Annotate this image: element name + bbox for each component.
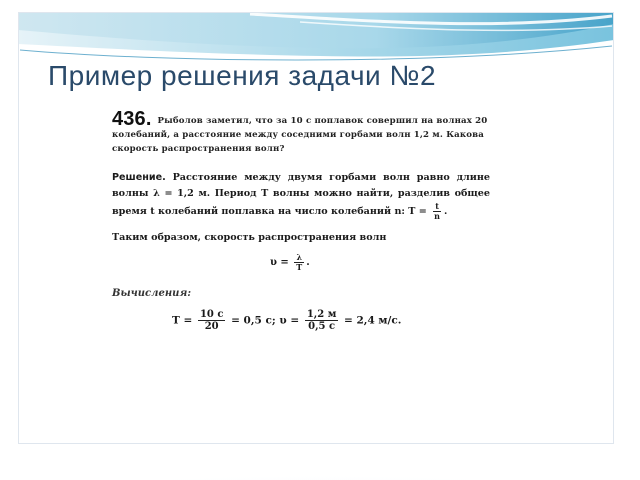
period-lhs: T = xyxy=(172,314,193,327)
fraction-speed xyxy=(305,309,339,332)
solution-text: Расстояние между двумя горбами волн равно длине волны λ = 1,2 м. Период T волны можно найти, разделив общее время t колебаний поплавка на число колебаний n: T = xyxy=(112,172,490,217)
fraction-numerator: t xyxy=(435,201,439,211)
period-result: = 0,5 с; xyxy=(231,314,276,327)
fraction-denominator: 0,5 с xyxy=(308,321,336,332)
calculations-label: Вычисления: xyxy=(112,288,192,299)
problem-statement xyxy=(112,108,490,156)
speed-formula xyxy=(112,253,490,272)
formula-end: . xyxy=(306,257,310,268)
problem-number: 436. xyxy=(112,108,152,130)
conclusion-text: Таким образом, скорость распространения волн xyxy=(112,232,387,243)
problem-text: Рыболов заметил, что за 10 с поплавок совершил на волнах 20 колебаний, а расстояние между соседними горбами волн 1,2 м. Какова скорость распространения волн? xyxy=(112,116,488,154)
fraction-denominator: T xyxy=(296,262,303,272)
fraction-numerator: 1,2 м xyxy=(306,309,337,320)
calculations-formula xyxy=(112,309,490,332)
slide-title: Пример решения задачи №2 xyxy=(48,60,437,91)
speed-result: = 2,4 м/с. xyxy=(344,314,402,327)
decorative-bottom-glow xyxy=(0,440,640,480)
fraction-t-over-n xyxy=(432,202,442,221)
solution-paragraph xyxy=(112,170,490,221)
formula-lhs: υ = xyxy=(270,257,289,268)
fraction-period xyxy=(198,309,226,332)
sentence-end: . xyxy=(444,206,448,217)
textbook-excerpt xyxy=(112,108,490,384)
speed-lhs: υ = xyxy=(279,314,300,327)
fraction-lambda-over-t xyxy=(294,253,304,272)
solution-label: Решение. xyxy=(112,172,166,183)
fraction-denominator: n xyxy=(434,211,440,221)
fraction-numerator: 10 с xyxy=(199,309,224,320)
fraction-numerator: λ xyxy=(296,252,303,262)
fraction-denominator: 20 xyxy=(204,321,219,332)
